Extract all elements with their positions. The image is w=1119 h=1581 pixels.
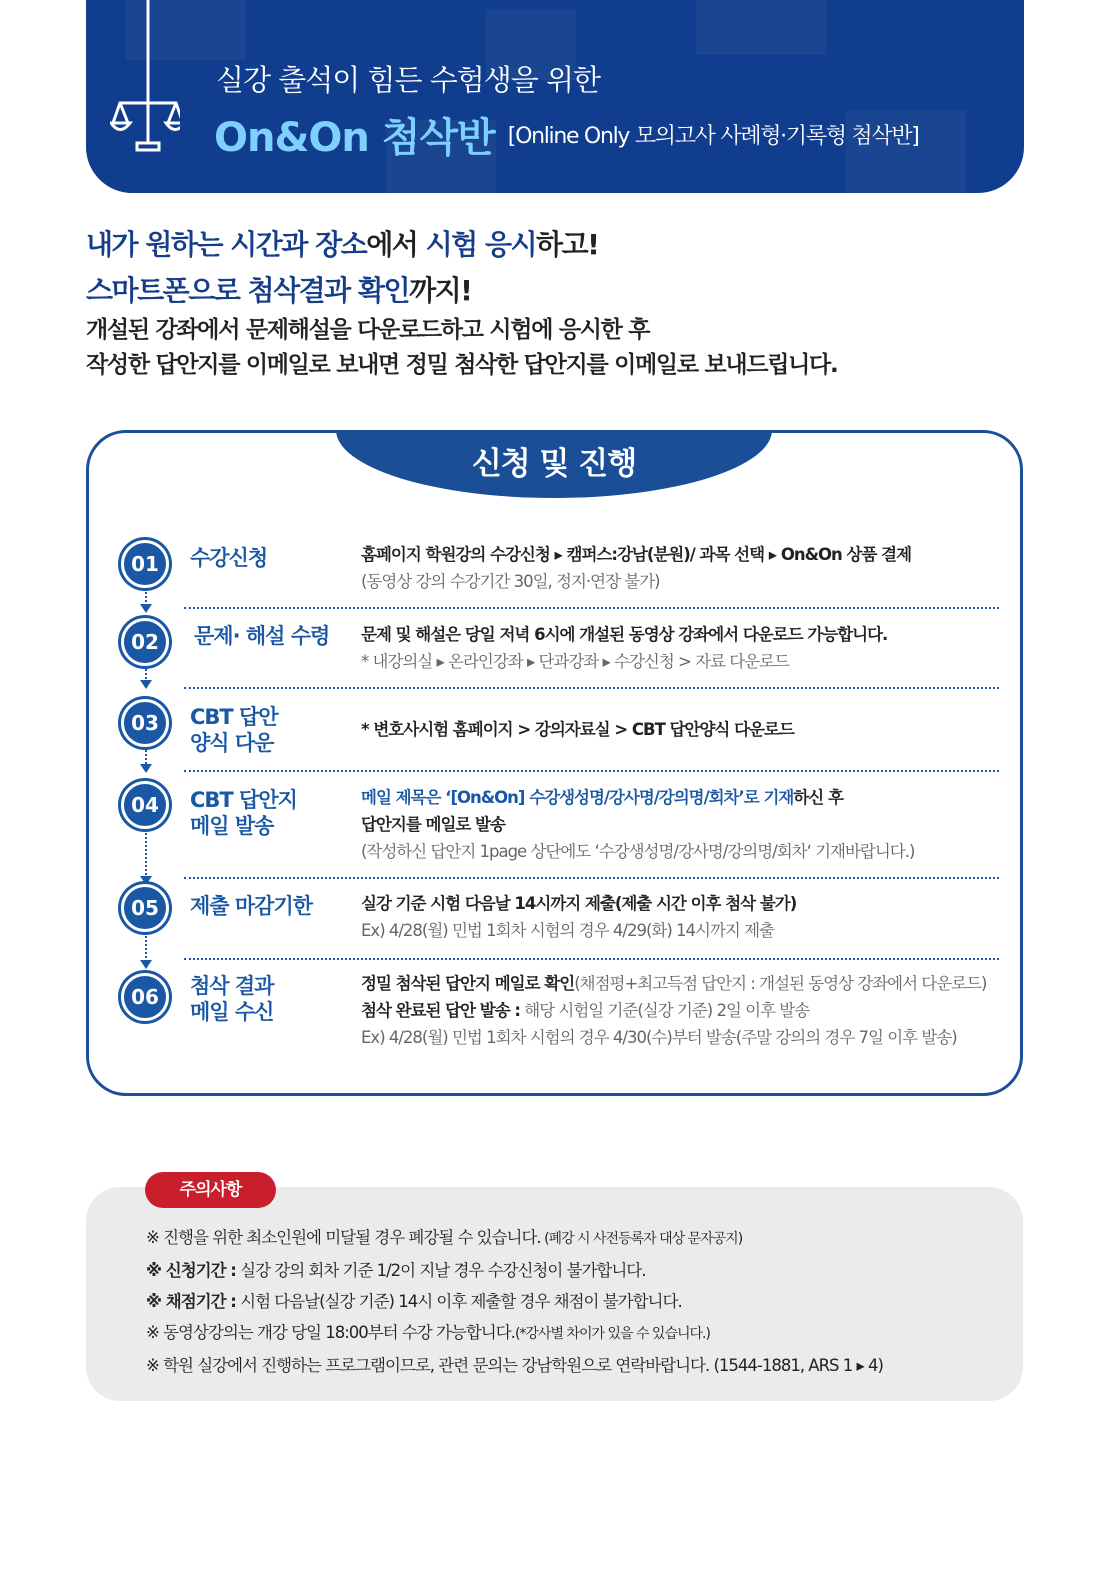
process-title: 신청 및 진행: [471, 446, 637, 482]
timeline-connector: [145, 829, 147, 879]
notice-item: [146, 1286, 883, 1317]
timeline-arrow-icon: [140, 604, 152, 613]
notice-text: ※ 학원 실강에서 진행하는 프로그램이므로, 관련 문의는 강남학원으로 연락바랍니다. (1544-1881, ARS 1 ▸ 4): [146, 1356, 883, 1375]
step-title: [190, 787, 297, 839]
step-desc-line: 홈페이지 학원강의 수강신청 ▸ 캠퍼스:강남(분원)/ 과목 선택 ▸ On&On 상품 결제: [361, 545, 912, 564]
step-desc-line: 답안지를 메일로 발송: [361, 815, 505, 834]
step-description: [361, 716, 794, 743]
step-desc-line: [361, 970, 986, 997]
step-description: [361, 784, 914, 865]
step-title-line: CBT 답안지: [190, 788, 297, 812]
headline: [86, 222, 598, 314]
notice-item: [146, 1222, 883, 1255]
step-number-badge: 06: [121, 973, 169, 1021]
step-title-line: CBT 답안: [190, 705, 278, 729]
intro-line-1: 개설된 강좌에서 문제해설을 다운로드하고 시험에 응시한 후: [86, 317, 650, 343]
step-title-line: 양식 다운: [190, 731, 274, 755]
step-desc-line: [361, 784, 914, 811]
step-desc-bold: 정밀 첨삭된 답안지 메일로 확인: [361, 974, 575, 993]
notice-text: 실강 강의 회차 기준 1/2이 지날 경우 수강신청이 불가합니다.: [235, 1261, 646, 1280]
banner-pattern-tile: [696, 0, 826, 55]
step-desc-highlight: 메일 제목은 ‘[On&On] 수강생성명/강사명/강의명/회차’로 기재: [361, 788, 794, 807]
notice-item: [146, 1350, 883, 1381]
scales-of-justice-icon: [110, 0, 180, 160]
step-title-line: 메일 발송: [190, 814, 274, 838]
step-number-badge: 01: [121, 540, 169, 588]
notice-small: (폐강 시 사전등록자 대상 문자공지): [540, 1231, 743, 1247]
step-title-line: 메일 수신: [190, 1000, 274, 1024]
step-desc-line: Ex) 4/28(월) 민법 1회차 시험의 경우 4/30(수)부터 발송(주말 강의의 경우 7일 이후 발송): [361, 1028, 957, 1047]
step-desc-text: 하신 후: [793, 788, 843, 807]
timeline-arrow-icon: [140, 680, 152, 689]
step-title: 제출 마감기한: [190, 894, 313, 918]
timeline-arrow-icon: [140, 764, 152, 773]
step-title: [190, 704, 278, 756]
step-desc-line: Ex) 4/28(월) 민법 1회차 시험의 경우 4/29(화) 14시까지 제출: [361, 921, 774, 940]
banner-tagline: [Online Only 모의고사 사례형·기록형 첨삭반]: [507, 124, 919, 149]
intro-text: [86, 313, 837, 383]
step-desc-bold: 첨삭 완료된 답안 발송 :: [361, 1001, 521, 1020]
headline-line-1: [86, 222, 598, 268]
headline-highlight: 스마트폰으로 첨삭결과 확인: [86, 274, 410, 307]
step-desc-line: (동영상 강의 수강기간 30일, 정지·연장 불가): [361, 572, 660, 591]
notice-badge: 주의사항: [145, 1172, 276, 1208]
step-desc-line: 실강 기준 시험 다음날 14시까지 제출(제출 시간 이후 첨삭 불가): [361, 894, 797, 913]
notice-label: ※ 채점기간 :: [146, 1292, 236, 1311]
step-title: [190, 973, 273, 1025]
step-number-badge: 05: [121, 884, 169, 932]
step-description: [361, 621, 887, 675]
step-desc-text: (채점평+최고득점 답안지 : 개설된 동영상 강좌에서 다운로드): [574, 974, 987, 993]
step-divider: [184, 607, 999, 609]
notice-label: ※ 신청기간 :: [146, 1261, 236, 1280]
step-title: 문제· 해설 수령: [194, 624, 330, 648]
notice-item: [146, 1317, 883, 1350]
headline-highlight: 시험 응시: [425, 228, 537, 261]
step-desc-line: (작성하신 답안지 1page 상단에도 ‘수강생성명/강사명/강의명/회차‘ 기재바랍니다.): [361, 842, 915, 861]
step-description: [361, 890, 796, 944]
notice-item: [146, 1255, 883, 1286]
headline-highlight: 내가 원하는 시간과 장소: [86, 228, 367, 261]
notice-text: ※ 동영상강의는 개강 당일 18:00부터 수강 가능합니다.: [146, 1323, 515, 1342]
banner-title: On&On 첨삭반: [214, 115, 495, 161]
step-number-badge: 02: [121, 618, 169, 666]
timeline-connector: [145, 932, 147, 962]
step-number-badge: 04: [121, 781, 169, 829]
step-divider: [184, 958, 999, 960]
headline-text: 에서: [366, 228, 426, 261]
step-divider: [184, 687, 999, 689]
step-description: [361, 970, 986, 1051]
step-desc-line: * 변호사시험 홈페이지 > 강의자료실 > CBT 답안양식 다운로드: [361, 720, 794, 739]
step-divider: [184, 877, 999, 879]
headline-text: 까지!: [409, 274, 472, 307]
headline-text: 하고!: [536, 228, 599, 261]
step-desc-text: 해당 시험일 기준(실강 기준) 2일 이후 발송: [520, 1001, 810, 1020]
step-desc-line: [361, 997, 986, 1024]
step-desc-line: * 내강의실 ▸ 온라인강좌 ▸ 단과강좌 ▸ 수강신청 > 자료 다운로드: [361, 652, 789, 671]
notice-list: [146, 1222, 883, 1381]
notice-small: (*강사별 차이가 있을 수 있습니다.): [514, 1326, 710, 1342]
step-title-line: 첨삭 결과: [190, 974, 274, 998]
notice-text: 시험 다음날(실강 기준) 14시 이후 제출할 경우 채점이 불가합니다.: [235, 1292, 682, 1311]
notice-text: ※ 진행을 위한 최소인원에 미달될 경우 폐강될 수 있습니다.: [146, 1228, 541, 1247]
intro-line-2: 작성한 답안지를 이메일로 보내면 정밀 첨삭한 답안지를 이메일로 보내드립니다.: [86, 352, 838, 378]
step-number-badge: 03: [121, 699, 169, 747]
step-divider: [184, 770, 999, 772]
headline-line-2: [86, 268, 598, 314]
banner-title-row: [214, 106, 919, 163]
timeline-arrow-icon: [140, 960, 152, 969]
banner-subtitle: 실강 출석이 힘든 수험생을 위한: [216, 63, 601, 97]
step-desc-line: 문제 및 해설은 당일 저녁 6시에 개설된 동영상 강좌에서 다운로드 가능합니다.: [361, 625, 888, 644]
step-title: 수강신청: [190, 546, 268, 570]
header-banner: [86, 0, 1024, 193]
step-description: [361, 541, 911, 595]
